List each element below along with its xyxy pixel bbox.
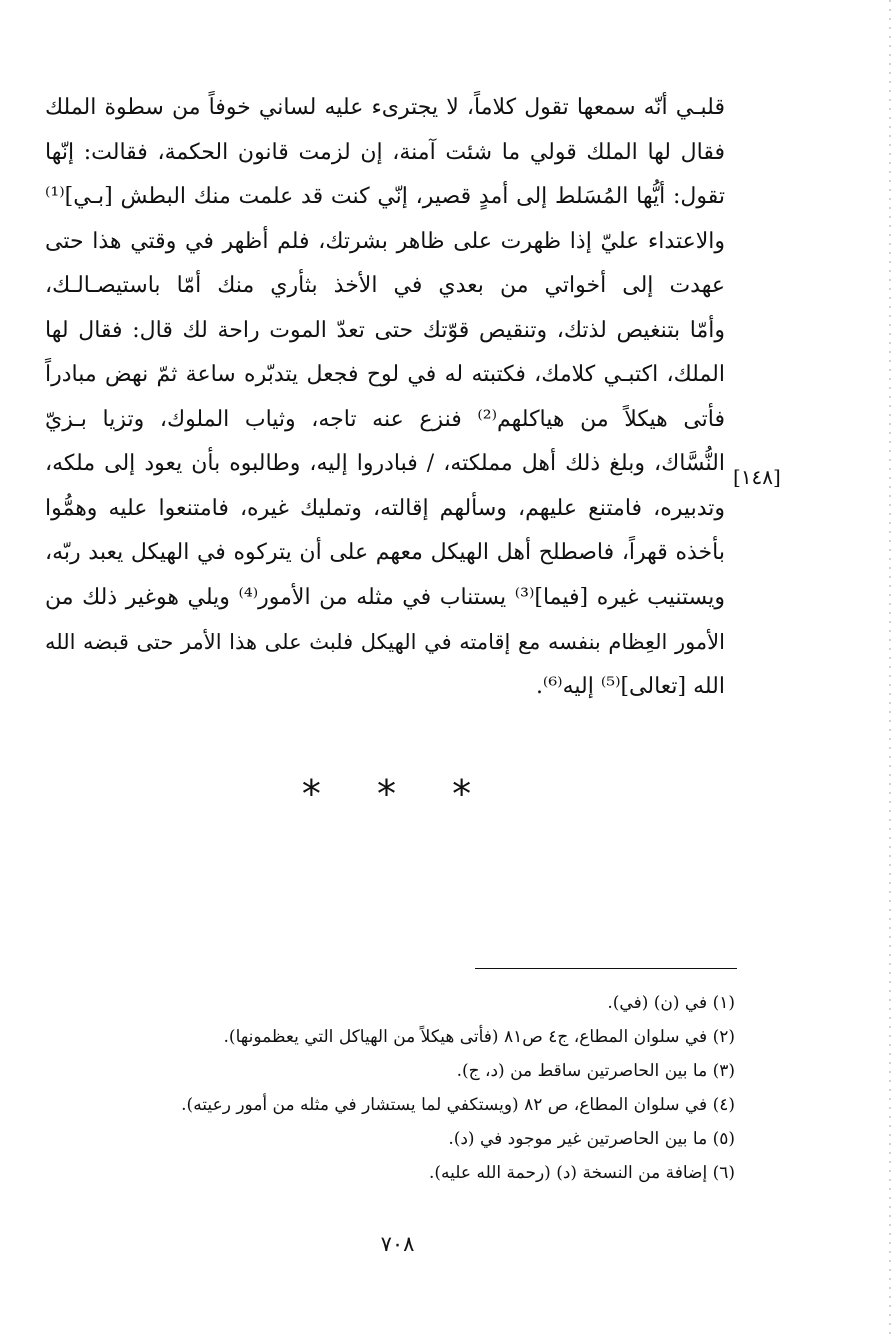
footnote: (٢) في سلوان المطاع، ج٤ ص٨١ (فأتى هيكلاً من الهياكل التي يعظمونها). <box>223 1027 735 1047</box>
footnote: (٣) ما بين الحاصرتين ساقط من (د، ج). <box>456 1061 735 1081</box>
footnote: (٥) ما بين الحاصرتين غير موجود في (د). <box>448 1129 735 1149</box>
footnote: (١) في (ن) (في). <box>607 993 735 1013</box>
text-line: والاعتداء عليّ إذا ظهرت على ظاهر بشرتك، فلم أظهر في وقتي هذا حتى <box>45 228 725 254</box>
footnote-divider <box>475 968 737 969</box>
text-line: الملك، اكتبـي كلامك، فكتبته له في لوح فجعل يتدبّره ساعة ثمّ نهض مبادراً <box>45 362 725 387</box>
scan-edge-artifact <box>889 0 891 1335</box>
page-number: ٧٠٨ <box>380 1232 415 1256</box>
main-text <box>45 86 725 709</box>
text-line: الأمور العِظام بنفسه مع إقامته في الهيكل فلبث على هذا الأمر حتى قبضه الله <box>45 630 725 654</box>
text-line: فقال لها الملك قولي ما شئت آمنة، إن لزمت قانون الحكمة، فقالت: إنّها <box>45 139 725 165</box>
text-line: ويستنيب غيره [فيما]⁽³⁾ يستناب في مثله من الأمور⁽⁴⁾ ويلي هوغير ذلك من <box>45 584 725 610</box>
text-line: عهدت إلى أخواتي من بعدي في الأخذ بثأري منك أمّا باستيصـالـك، <box>45 273 725 298</box>
footnote: (٤) في سلوان المطاع، ص ٨٢ (ويستكفي لما يستشار في مثله من أمور رعيته). <box>181 1095 735 1115</box>
text-line: بأخذه قهراً، فاصطلح أهل الهيكل معهم على أن يتركوه في الهيكل يعبد ربّه، <box>45 540 725 565</box>
text-line: النُّسَّاك، وبلغ ذلك أهل مملكته، / فبادروا إليه، وطالبوه بأن يعود إلى ملكه، <box>45 451 725 476</box>
text-line: وتدبيره، فامتنع عليهم، وسألهم إقالته، وتمليك غيره، فامتنعوا عليه وهمُّوا <box>45 495 725 521</box>
footnote: (٦) إضافة من النسخة (د) (رحمة الله عليه). <box>429 1163 735 1183</box>
text-line: فأتى هيكلاً من هياكلهم⁽²⁾ فنزع عنه تاجه، وثياب الملوك، وتزيا بـزيّ <box>45 406 726 432</box>
text-line: تقول: أيُّها المُسَلط إلى أمدٍ قصير، إنّي كنت قد علمت منك البطش [بـي]⁽¹⁾ <box>45 184 725 209</box>
section-separator: * * * <box>301 772 494 816</box>
text-line: قلبـي أنّه سمعها تقول كلاماً، لا يجترىء عليه لساني خوفاً من سطوة الملك <box>45 95 725 120</box>
text-line: وأمّا بتنغيص لذتك، وتنقيص قوّتك حتى تعدّ الموت راحة لك قال: فقال لها <box>45 317 725 343</box>
text-line: الله [تعالى]⁽⁵⁾ إليه⁽⁶⁾. <box>535 673 725 699</box>
manuscript-folio-marker: [١٤٨] <box>733 465 781 489</box>
footnotes-list <box>95 986 735 1190</box>
